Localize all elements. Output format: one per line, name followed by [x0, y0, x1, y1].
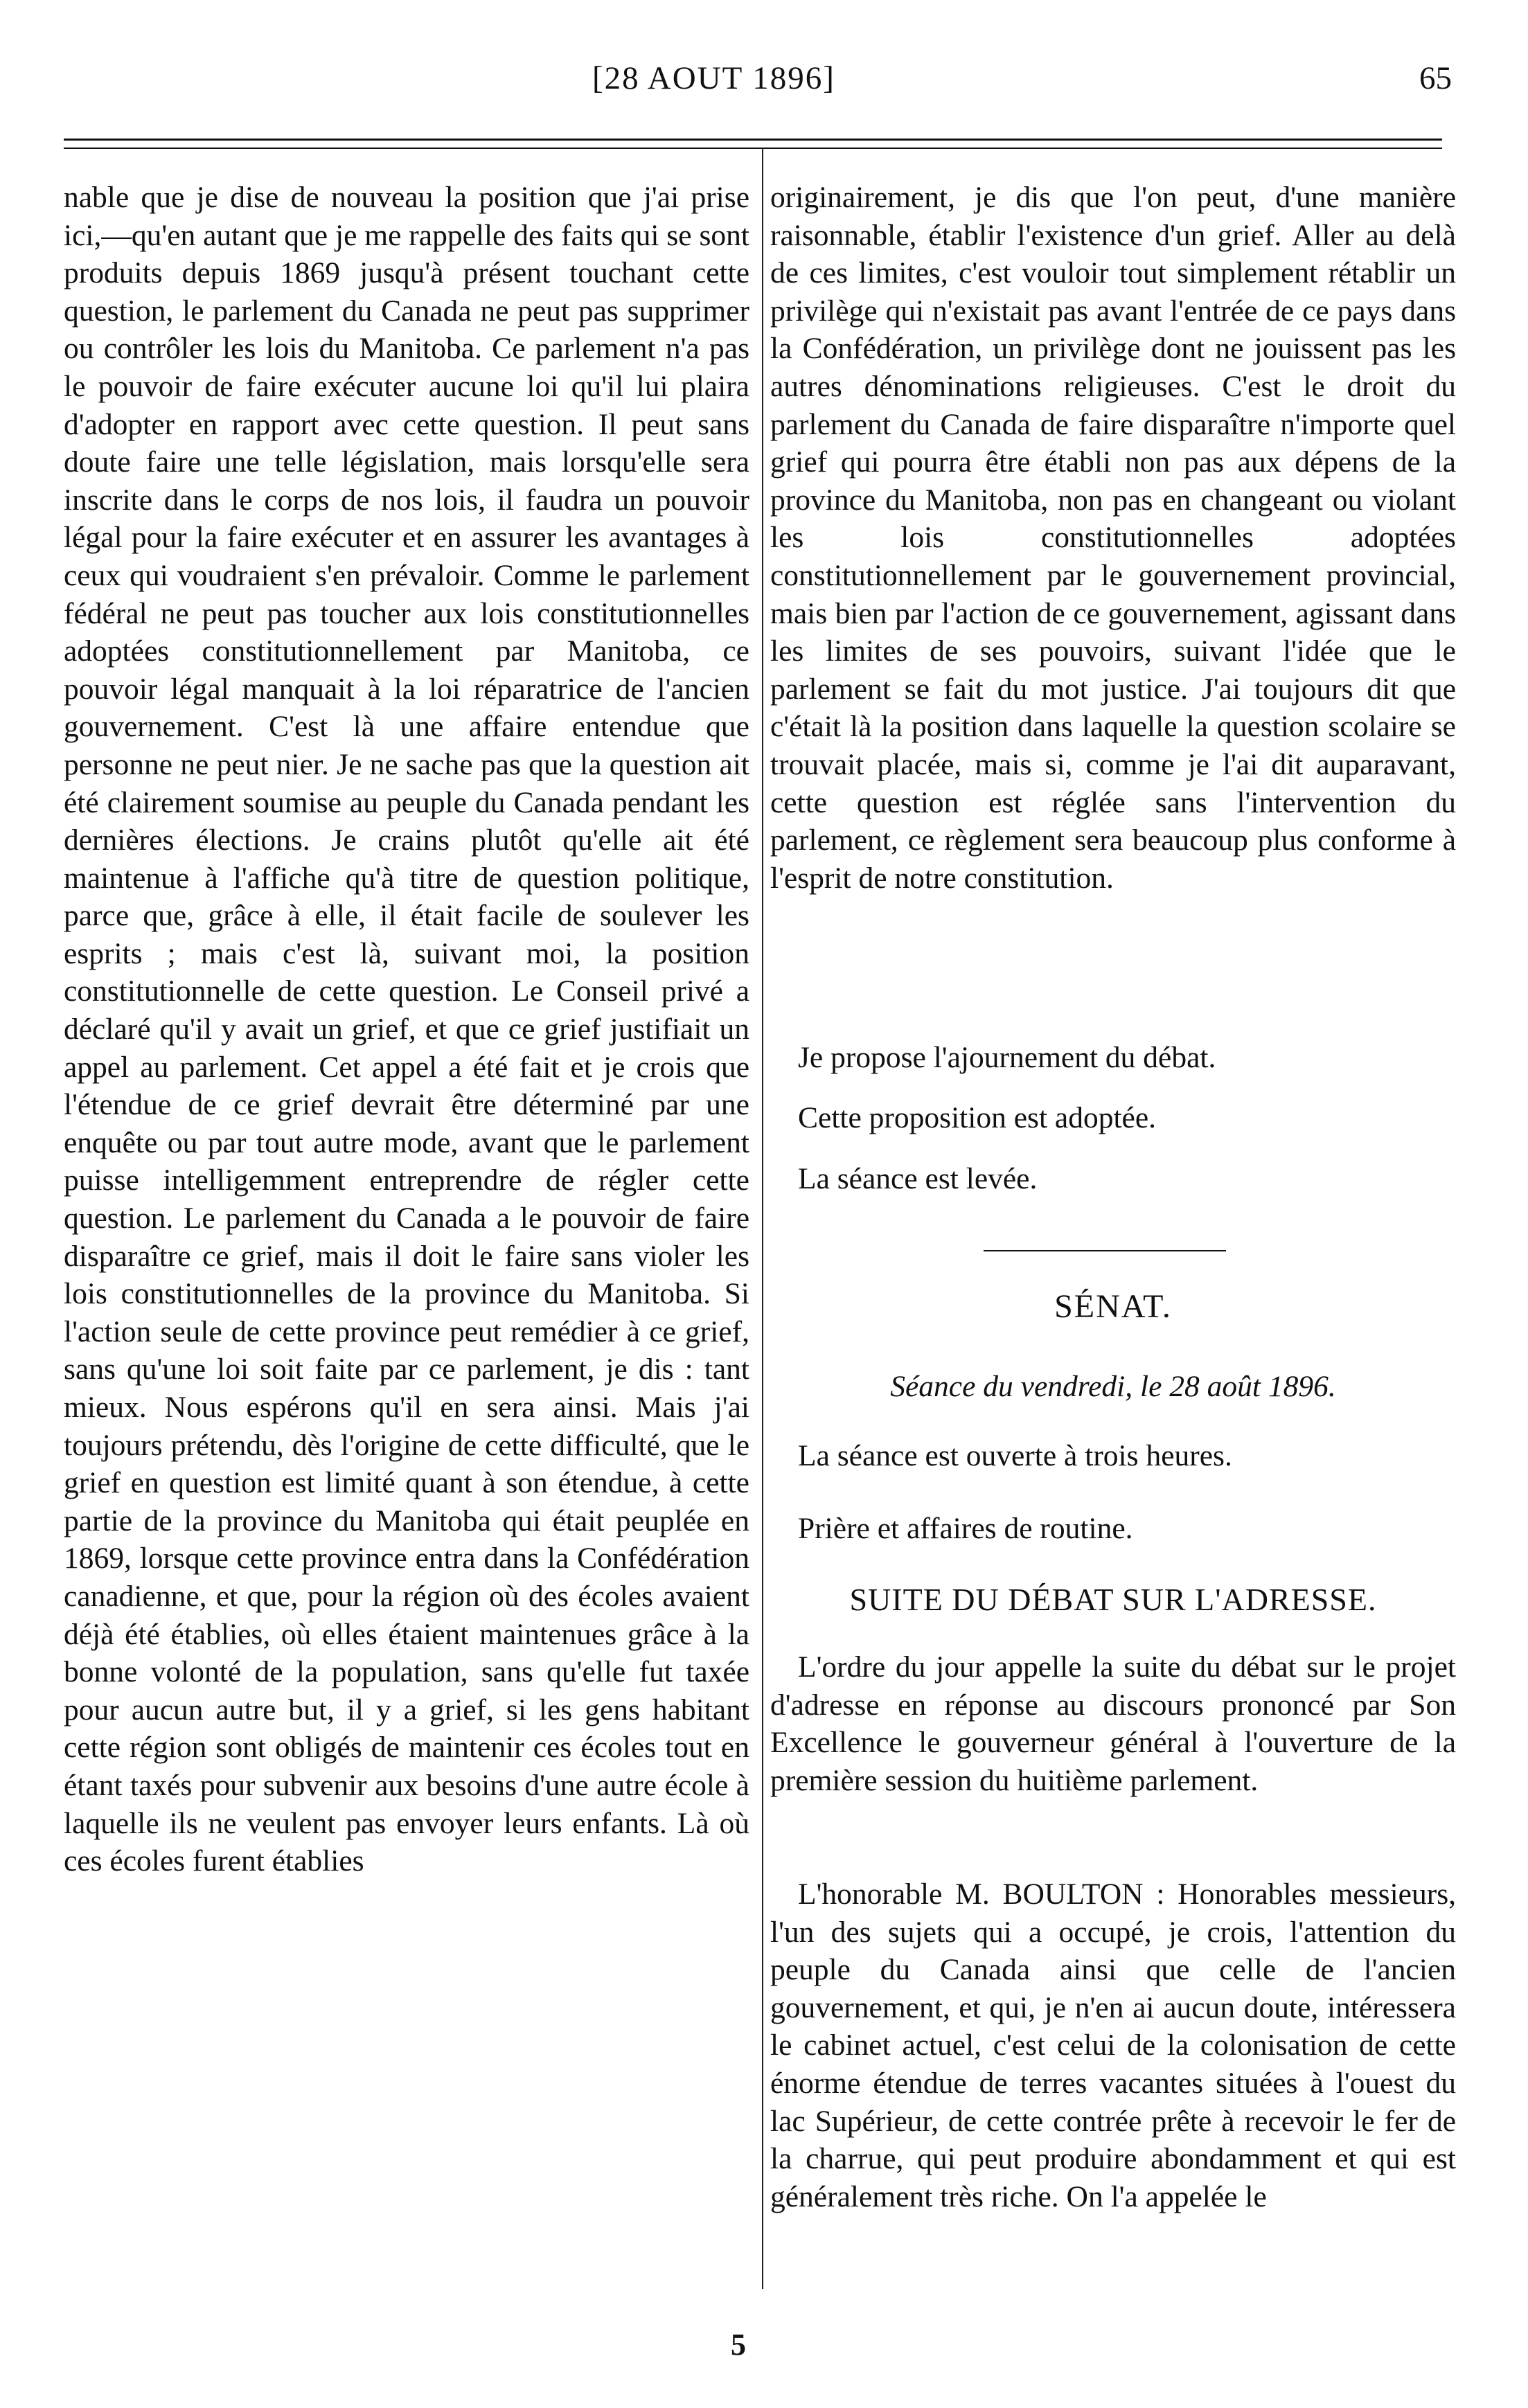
adjourned-paragraph — [770, 1160, 1456, 1198]
boulton-speech-text: L'honorable M. BOULTON : Honorables messieurs, l'un des sujets qui a occupé, je crois, l'attention du peuple du Canada ainsi que celle de l'ancien gouvernement, et qui, je n'en ai aucun doute, intéressera le cabinet actuel, c'est celui de la colonisation de cette énorme étendue de terres vacantes situées à l'ouest du lac Supérieur, de cette contrée prête à recevoir le fer de la charrue, qui peut produire abondamment et qui est généralement très riche. On l'a appelée le — [770, 1878, 1456, 2213]
opened-paragraph — [770, 1437, 1456, 1475]
left-column-text: nable que je dise de nouveau la position que j'ai prise ici,—qu'en autant que je me rappelle des faits qui se sont produits depuis 1869 jusqu'à présent touchant cette question, le parlement du Canada ne peut pas supprimer ou contrôler les lois du Manitoba. Ce parlement n'a pas le pouvoir de faire exécuter aucune loi qu'il lui plaira d'adopter en rapport avec cette question. Il peut sans doute faire une telle législation, mais lorsqu'elle sera inscrite dans le corps de nos lois, il faudra un pouvoir légal pour la faire exécuter et en assurer les avantages à ceux qui voudraient s'en prévaloir. Comme le parlement fédéral ne peut pas toucher aux lois constitutionnelles adoptées constitutionnellement par Manitoba, ce pouvoir légal manquait à la loi réparatrice de l'ancien gouvernement. C'est là une affaire entendue que personne ne peut nier. Je ne sache pas que la question ait été clairement soumise au peuple du Canada pendant les dernières élections. Je crains plutôt qu'elle ait été maintenue à l'affiche qu'à titre de question politique, parce que, grâce à elle, il était facile de soulever les esprits ; mais c'est là, suivant moi, la position constitutionnelle de cette question. Le Conseil privé a déclaré qu'il y avait un grief, et que ce grief justifiait un appel au parlement. Cet appel a été fait et je crois que l'étendue de ce grief devrait être déterminé par une enquête ou par tout autre mode, avant que le parlement puisse intelligemment entreprendre de régler cette question. Le parlement du Canada a le pouvoir de faire disparaître ce grief, mais il doit le faire sans violer les lois constitutionnelles de la province du Manitoba. Si l'action seule de cette province peut remédier à ce grief, sans qu'une loi soit faite par ce parlement, je dis : tant mieux. Nous espérons qu'il en sera ainsi. Mais j'ai toujours prétendu, dès l'origine de cette difficulté, que le grief en question est limité quant à son étendue, à cette partie de la province du Manitoba qui était peuplée en 1869, lorsque cette province entra dans la Confédération canadienne, et que, pour la région où des écoles avaient déjà été établies, où elles étaient maintenues grâce à la bonne volonté de la population, sans qu'elle fut taxée pour aucun autre but, il y a grief, si les gens habitant cette région sont obligés de maintenir ces écoles tout en étant taxés pour subvenir aux besoins d'une autre école à laquelle ils ne veulent pas envoyer leurs enfants. Là où ces écoles furent établies — [64, 181, 749, 1878]
adopted-text: Cette proposition est adoptée. — [798, 1101, 1157, 1134]
column-divider — [762, 149, 763, 2289]
session-line: Séance du vendredi, le 28 août 1896. — [890, 1370, 1336, 1403]
adjourned-text: La séance est levée. — [798, 1162, 1038, 1195]
prayers-paragraph — [770, 1510, 1456, 1548]
prayers-text: Prière et affaires de routine. — [798, 1512, 1133, 1545]
header-rule — [64, 139, 1442, 149]
senate-heading: SÉNAT. — [1054, 1288, 1172, 1325]
right-column-continuation — [770, 179, 1456, 897]
left-column — [64, 179, 749, 1880]
order-of-day-text: L'ordre du jour appelle la suite du débat sur le projet d'adresse en réponse au discours prononcé par Son Excellence le gouverneur général à l'ouverture de la première session du huitième parlement. — [770, 1650, 1456, 1797]
opened-text: La séance est ouverte à trois heures. — [798, 1439, 1232, 1472]
adopted-paragraph — [770, 1099, 1456, 1137]
motion-text: Je propose l'ajournement du débat. — [798, 1041, 1216, 1074]
continuation-text: originairement, je dis que l'on peut, d'une manière raisonnable, établir l'existence d'un grief. Aller au delà de ces limites, c'est vouloir tout simplement rétablir un privilège qui n'existait pas avant l'entrée de ce pays dans la Confédération, un privilège dont ne jouissent pas les autres dénominations religieuses. C'est le droit du parlement du Canada de faire disparaître n'importe quel grief qui pourra être établi non pas aux dépens de la province du Manitoba, non pas en changeant ou violant les lois constitutionnelles adoptées constitutionnellement par le gouvernement provincial, mais bien par l'action de ce gouvernement, agissant dans les limites de ses pouvoirs, suivant l'idée que le parlement se fait du mot justice. J'ai toujours dit que c'était là la position dans laquelle la question scolaire se trouvait placée, mais si, comme je l'ai dit auparavant, cette question est réglée sans l'intervention du parlement, ce règlement sera beaucoup plus conforme à l'esprit de notre constitution. — [770, 181, 1456, 895]
order-of-day-paragraph — [770, 1648, 1456, 1799]
header-date: [28 AOUT 1896] — [592, 60, 835, 96]
boulton-speech-paragraph — [770, 1875, 1456, 2215]
section-heading: SUITE DU DÉBAT SUR L'ADRESSE. — [849, 1582, 1377, 1617]
section-separator — [984, 1250, 1226, 1251]
page-number: 65 — [1419, 60, 1452, 96]
motion-paragraph — [770, 1039, 1456, 1077]
sheet-number: 5 — [731, 2328, 746, 2362]
page-header — [0, 60, 1528, 101]
